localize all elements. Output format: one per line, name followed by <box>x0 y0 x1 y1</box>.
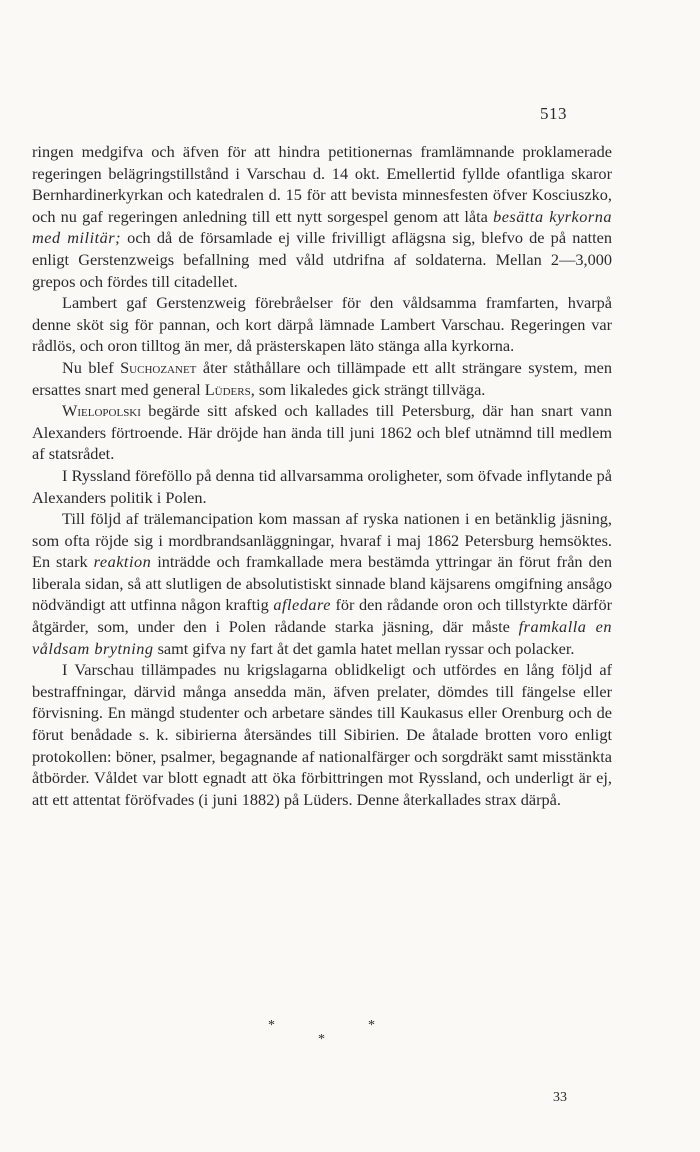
paragraph <box>32 357 612 400</box>
asterisk: * <box>368 1018 375 1033</box>
asterisk: * <box>268 1018 275 1033</box>
text-run: åter ståthållare och tillämpade ett allt strängare system, men ersattes snart med general <box>32 357 612 399</box>
asterisk: * <box>318 1032 325 1047</box>
text-run: samt gifva ny fart åt det gamla hatet mellan ryssar och polacker. <box>153 638 575 658</box>
text-run: , som likaledes gick strängt tillväga. <box>250 379 486 399</box>
page-number: 513 <box>540 104 567 123</box>
text-run: och då de församlade ej ville frivilligt aflägsna sig, blefvo de på natten enligt Gerstenzweigs befallning med våld utdrifna af soldaterna. Mellan 2—3,000 grepos och fördes till citadellet. <box>32 228 612 291</box>
paragraph <box>32 141 612 292</box>
paragraph <box>32 465 612 508</box>
text-run: Till följd af trälemancipation kom massan af ryska nationen i en betänklig jäsning, som ofta röjde sig i mordbrandsanläggningar, hvaraf i maj 1862 Petersburg hemsöktes. En stark <box>32 509 612 572</box>
text-run: begärde sitt afsked och kallades till Petersburg, där han snart vann Alexanders förtroende. Här dröjde han ända till juni 1862 och blef utnämnd till medlem af statsrådet. <box>32 401 612 464</box>
section-break <box>0 1018 640 1058</box>
emphasis-text: framkalla en våldsam brytning <box>32 617 612 658</box>
paragraph <box>32 292 612 357</box>
paragraph <box>32 508 612 659</box>
name-small-caps: Wielopolski <box>62 401 141 421</box>
paragraph <box>32 400 612 465</box>
name-small-caps: Lüders <box>204 379 251 399</box>
text-run: I Ryssland föreföllo på denna tid allvarsamma oroligheter, som öfvade inflytande på Alexanders politik i Polen. <box>32 465 612 507</box>
text-run: för den rådande oron och tillstyrkte därför åtgärder, som, under den i Polen rådande starka jäsning, där måste <box>32 595 613 637</box>
text-run: Lambert gaf Gerstenzweig förebråelser för den våldsamma framfarten, hvarpå denne sköt sig för pannan, och kort därpå lämnade Lambert Varschau. Regeringen var rådlös, och oron tilltog än mer, då prästerskapen läto stänga alla kyrkorna. <box>32 293 612 356</box>
body-text <box>32 141 612 810</box>
name-small-caps: Suchozanet <box>120 357 197 377</box>
text-run: ringen medgifva och äfven för att hindra petitionernas framlämnande proklamerade regeringen belägringstillstånd i Varschau d. 14 okt. Emellertid fyllde ofantliga skaror Bernhardinerkyrkan och katedralen d. 15 för att bevista minnesfesten öfver Kosciuszko, och nu gaf regeringen anledning till ett nytt sorgespel genom att låta <box>32 142 612 226</box>
emphasis-text: reaktion <box>93 552 152 572</box>
text-run: Nu blef <box>62 357 121 377</box>
text-run: I Varschau tillämpades nu krigslagarna oblidkeligt och utfördes en lång följd af bestraffningar, därvid många ansedda män, äfven prelater, dömdes till fängelse eller förvisning. En mängd studenter och arbetare sändes till Kaukasus eller Orenburg och de förut benådade s. k. sibirierna återsändes till Sibirien. De åtalade brotten voro enligt protokollen: böner, psalmer, begagnande af nationalfärger och sorgdräkt samt misstänkta åtbörder. Våldet var blott egnadt att öka förbittringen mot Ryssland, och underligt är ej, att ett attentat föröfvades (i juni 1882) på Lüders. Denne återkallades strax därpå. <box>32 660 612 809</box>
signature-mark: 33 <box>553 1090 567 1105</box>
text-run: inträdde och framkallade mera bestämda yttringar än förut från den liberala sidan, så att slutligen de absolutistiskt sinnade bland käjsarens omgifning ansågo nödvändigt att utfinna någon kraftig <box>32 552 612 615</box>
emphasis-text: besätta kyrkorna med militär; <box>32 206 613 248</box>
emphasis-text: afledare <box>273 595 331 615</box>
paragraph <box>32 659 612 810</box>
